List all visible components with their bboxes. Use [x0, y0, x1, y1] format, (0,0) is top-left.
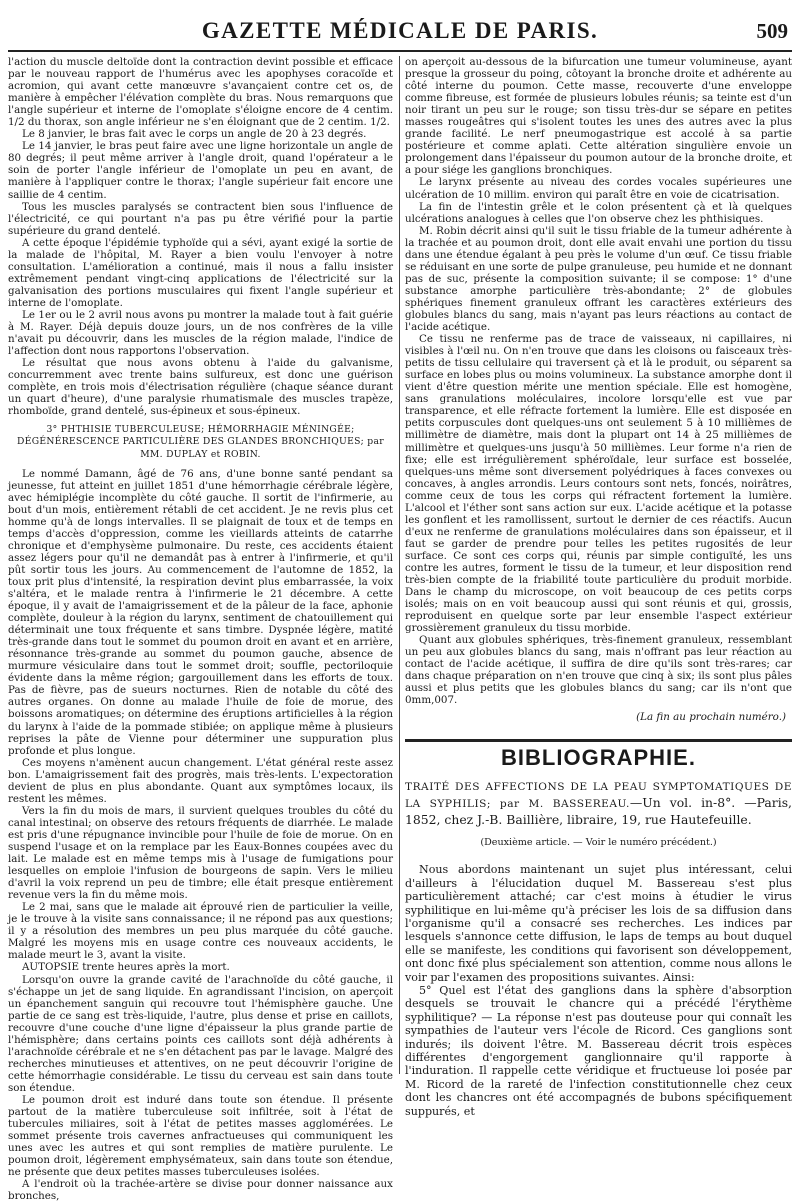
page-number: 509 [756, 19, 788, 43]
paragraph: Le 2 mai, sans que le malade ait éprouvé rien de particulier la veille, je le trouve à la visite sans connaissance; il ne répond pas aux questions; il y a résolution des membres un peu plus marquée du côté gauche. Malgré les moyens mis en usage contre ces nouveaux accidents, le malade meurt le 3, avant la visite. [8, 901, 393, 962]
paragraph: La fin de l'intestin grêle et le colon présentent çà et là quelques ulcérations analogues à celles que l'on observe chez les phthisiques. [405, 200, 792, 225]
paragraph: A l'endroit où la trachée-artère se divise pour donner naissance aux bronches, [8, 1178, 393, 1202]
section-heading: 3° PHTHISIE TUBERCULEUSE; HÉMORRHAGIE MÉNINGÉE; DÉGÉNÉRESCENCE PARTICULIÈRE DES GLANDES BRONCHIQUES; par MM. DUPLAY et ROBIN. [17, 424, 384, 460]
paragraph: Tous les muscles paralysés se contractent bien sous l'influence de l'électricité, ce qui pourtant n'a pas pu être vérifié pour la partie supérieure du grand dentelé. [8, 200, 393, 237]
book-reference [405, 778, 792, 828]
paragraph: Le 1er ou le 2 avril nous avons pu montrer la malade tout à fait guérie à M. Rayer. Déjà depuis douze jours, un de nos confrères de la ville n'avait pu découvrir, dans les muscles de la région malade, l'indice de l'affection dont nous rapportons l'observation. [8, 308, 393, 358]
journal-title: GAZETTE MÉDICALE DE PARIS. [201, 18, 599, 43]
paragraph: A cette époque l'épidémie typhoïde qui a sévi, ayant exigé la sortie de la malade de l'hôpital, M. Rayer a bien voulu l'envoyer à notre consultation. L'amélioration a continué, mais il nous a fallu insister extrêmement pendant vingt-cinq applications de l'électricité sur la galvanisation des portions musculaires qui fixent l'angle supérieur et interne de l'omoplate. [8, 236, 393, 309]
autopsy-heading: AUTOPSIE trente heures après la mort. [22, 961, 230, 974]
paragraph: Quant aux globules sphériques, très-finement granuleux, ressemblant un peu aux globules blancs du sang, mais n'offrant pas leur réaction au contact de l'acide acétique, il suffira de dire qu'ils sont très-rares; car dans chaque préparation on n'en trouve que cinq à six; ils sont plus pâles aussi et plus petits que les globules blancs du sang; car ils n'ont que 0mm,007. [405, 634, 792, 707]
section-divider [405, 739, 792, 742]
paragraph: Le 14 janvier, le bras peut faire avec une ligne horizontale un angle de 80 degrés; il peut même arriver à l'angle droit, quand l'opérateur a le soin de porter l'angle inférieur de l'omoplate un peu en avant, de manière à l'appliquer contre le thorax; l'angle supérieur fait encore une saillie de 4 centim. [8, 140, 393, 201]
paragraph: Lorsqu'on ouvre la grande cavité de l'arachnoïde du côté gauche, il s'échappe un jet de sang liquide. En agrandissant l'incision, on aperçoit un épanchement sanguin qui recouvre tout l'hémisphère gauche. Une partie de ce sang est très-liquide, l'autre, plus dense et prise en caillots, recouvre d'une couche d'une ligne d'épaisseur la plus grande partie de l'hémisphère; dans certains points ces caillots sont déjà adhérents à l'arachnoïde cérébrale et ne s'en détachent pas par le lavage. Malgré des recherches minutieuses et attentives, on ne peut découvrir l'origine de cette hémorrhagie considérable. Le tissu du cerveau est sain dans toute son étendue. [8, 973, 393, 1094]
paragraph: M. Robin décrit ainsi qu'il suit le tissu friable de la tumeur adhérente à la trachée et au poumon droit, dont elle avait envahi une portion du tissu dans une étendue égalant à peu près le volume d'un œuf. Ce tissu friable se réduisant en une sorte de pulpe granuleuse, peu humide et ne donnant pas de suc, présente la composition suivante; il se compose: 1° d'une substance amorphe particulière très-abondante; 2° de globules sphériques finement granuleux offrant les caractères extérieurs des globules blancs du sang, mais n'ayant pas leurs réactions au contact de l'acide acétique. [405, 224, 792, 334]
paragraph: Le résultat que nous avons obtenu à l'aide du galvanisme, concurremment avec trente bains sulfureux, est donc une guérison complète, en trois mois d'électrisation régulière (chaque séance durant un quart d'heure), d'une paralysie rhumatismale des muscles trapèze, rhomboïde, grand dentelé, sus-épineux et sous-épineux. [8, 357, 393, 418]
paragraph: Vers la fin du mois de mars, il survient quelques troubles du côté du canal intestinal; on observe des retours fréquents de diarrhée. Le malade est pris d'une répugnance invincible pour l'huile de foie de morue. On en suspend l'usage et on la remplace par les Eaux-Bonnes coupées avec du lait. Le malade est en même temps mis à l'usage de fumigations pour lesquelles on emploie l'infusion de bourgeons de sapin. Vers le milieu d'avril la voix reprend un peu de timbre; elle était presque entièrement revenue vers la fin du même mois. [8, 804, 393, 902]
paragraph: Ce tissu ne renferme pas de trace de vaisseaux, ni capillaires, ni visibles à l'œil nu. On n'en trouve que dans les cloisons ou faisceaux très-petits de tissu cellulaire qui traversent çà et là le produit, ou séparent sa surface en lobes plus ou moins volumineux. La substance amorphe dont il vient d'être question mérite une mention spéciale. Elle est homogène, sans granulations moléculaires, incolore lorsqu'elle est vue par transparence, et elle réfracte fortement la lumière. Elle est disposée en petits corpuscules dont quelques-uns ont seulement 5 à 10 millièmes de millimètre de diamètre, mais dont la plupart ont 14 à 25 millièmes de millimètre et quelques-uns jusqu'à 50 millièmes. Leur forme n'a rien de fixe; elle est irrégulièrement sphéroïdale, leur surface est bosselée, quelques-uns même sont diversement polyédriques à faces convexes ou concaves, à angles arrondis. Leurs contours sont nets, foncés, noirâtres, comme ceux de tous les corps qui réfractent fortement la lumière. L'alcool et l'éther sont sans action sur eux. L'acide acétique et la potasse les gonflent et les ramollissent, surtout le dernier de ces réactifs. Aucun d'eux ne renferme de granulations moléculaires dans son épaisseur, et il faut se garder de prendre pour telles les petites rugosités de leur surface. Ce sont ces corps qui, réunis par simple contiguïté, les uns contre les autres, forment le tissu de la tumeur, et leur disposition rend très-bien compte de la friabilité toute particulière du produit morbide. Dans le champ du microscope, on voit beaucoup de ces petits corps isolés; mais on en voit beaucoup aussi qui sont réunis et qui, grossis, reproduisent en quelque sorte par leur ensemble l'aspect extérieur grossièrement granuleux du tissu morbide. [405, 333, 792, 635]
right-column [405, 56, 792, 1118]
article-note: (Deuxième article. — Voir le numéro précédent.) [480, 837, 717, 849]
paragraph: Le poumon droit est induré dans toute son étendue. Il présente partout de la matière tuberculeuse soit infiltrée, soit à l'état de tubercules miliaires, soit à l'état de petites masses agglomérées. Le sommet présente trois cavernes anfractueuses qui communiquent les unes avec les autres et qui sont remplies de matière purulente. Le poumon droit, légèrement emphysémateux, sain dans toute son étendue, ne présente que deux petites masses tuberculeuses isolées. [8, 1093, 393, 1179]
paragraph: l'action du muscle deltoïde dont la contraction devint possible et efficace par le nouveau rapport de l'humérus avec les apophyses coracoïde et acromion, qui avant cette manœuvre s'avançaient contre cet os, de manière à empêcher l'élévation complète du bras. Nous remarquons que l'angle supérieur et interne de l'omoplate s'éloigne encore de 4 centim. 1/2 du thorax, son angle inférieur ne s'en éloignant que de 2 centim. 1/2. [8, 56, 393, 129]
book-publication: —Un vol. in-8°. —Paris, 1852, chez J.-B. Baillière, libraire, 19, rue Hautefeuille. [405, 794, 792, 828]
page-header [8, 10, 792, 52]
bibliography-title: BIBLIOGRAPHIE. [501, 744, 696, 770]
book-title: TRAITÉ DES AFFECTIONS DE LA PEAU SYMPTOMATIQUES DE LA SYPHILIS; par M. BASSEREAU. [405, 780, 792, 810]
paragraph: Le nommé Damann, âgé de 76 ans, d'une bonne santé pendant sa jeunesse, fut atteint en juillet 1851 d'une hémorrhagie cérébrale légère, avec hémiplégie incomplète du côté gauche. Il sortit de l'infirmerie, au bout d'un mois, entièrement rétabli de cet accident. Je ne revis plus cet homme qu'à de longs intervalles. Il se plaignait de toux et de temps en temps d'accès d'oppression, comme les vieillards atteints de catarrhe chronique et d'emphysème pulmonaire. Du reste, ces accidents étaient assez légers pour qu'il ne demandât pas à entrer à l'infirmerie, et qu'il pût sortir tous les jours. Au commencement de l'automne de 1852, la toux prit plus d'intensité, la respiration devint plus embarrassée, la voix s'altéra, et le malade rentra à l'infirmerie le 21 décembre. A cette époque, il y avait de l'amaigrissement et de la pâleur de la face, aphonie complète, douleur à la région du larynx, sentiment de chatouillement qui déterminait une toux fréquente et sans timbre. Dyspnée légère, matité très-grande dans tout le sommet du poumon droit en avant et en arrière, résonnance très-grande au sommet du poumon gauche, absence de murmure vésiculaire dans tout le sommet droit; souffle, pectoriloquie évidente dans la même région; gargouillement dans les efforts de toux. Pas de fièvre, pas de sueurs nocturnes. Rien de notable du côté des autres organes. On donne au malade l'huile de foie de morue, des boissons aromatiques; on détermine des éruptions artificielles à la région du larynx à l'aide de la pommade stibiée; on applique même à plusieurs reprises la pâte de Vienne pour déterminer une suppuration plus profonde et plus longue. [8, 467, 393, 757]
column-divider [399, 56, 400, 1074]
paragraph: Le 8 janvier, le bras fait avec le corps un angle de 20 à 23 degrés. [22, 128, 367, 141]
paragraph: Le larynx présente au niveau des cordes vocales supérieures une ulcération de 10 millim. environ qui paraît être en voie de cicatrisation. [405, 176, 792, 201]
paragraph: Nous abordons maintenant un sujet plus intéressant, celui d'ailleurs à l'élucidation duquel M. Bassereau s'est plus particulièrement attaché; car c'est moins à étudier le virus syphilitique en lui-même qu'à préciser les lois de sa diffusion dans l'organisme qu'il a consacré ses recherches. Les indices par lesquels s'annonce cette diffusion, le laps de temps au bout duquel elle se manifeste, les conditions qui favorisent son développement, ont donc fixé plus spécialement son attention, comme nous allons le voir par l'examen des propositions suivantes. Ainsi: [405, 863, 792, 984]
continuation-note: (La fin au prochain numéro.) [636, 710, 786, 723]
paragraph: 5° Quel est l'état des ganglions dans la sphère d'absorption desquels se trouvait le chancre qui a précédé l'érythème syphilitique? — La réponse n'est pas douteuse pour qui connaît les sympathies de l'auteur vers l'école de Ricord. Ces ganglions sont indurés; ils doivent l'être. M. Bassereau décrit trois espèces différentes d'engorgement ganglionnaire qu'il rapporte à l'induration. Il rappelle cette véridique et fructueuse loi posée par M. Ricord de la rareté de l'infection constitutionnelle chez ceux dont les chancres ont été accompagnés de bubons spécifiquement suppurés, et [405, 983, 792, 1118]
left-column [8, 56, 393, 1202]
paragraph: Ces moyens n'amènent aucun changement. L'état général reste assez bon. L'amaigrissement fait des progrès, mais très-lents. L'expectoration devient de plus en plus abondante. Quant aux symptômes locaux, ils restent les mêmes. [8, 756, 393, 805]
paragraph: on aperçoit au-dessous de la bifurcation une tumeur volumineuse, ayant presque la grosseur du poing, côtoyant la bronche droite et adhérente au côté interne du poumon. Cette masse, recouverte d'une enveloppe comme fibreuse, est formée de plusieurs lobules réunis; sa teinte est d'un noir tirant un peu sur le rouge; son tissu très-dur se sépare en petites masses rougeâtres qui s'isolent toutes les unes des autres avec la plus grande facilité. Le nerf pneumogastrique est accolé à sa partie postérieure et comme aplati. Cette altération singulière envoie un prolongement dans l'épaisseur du poumon autour de la bronche droite, et a pour siége les ganglions bronchiques. [405, 56, 792, 177]
